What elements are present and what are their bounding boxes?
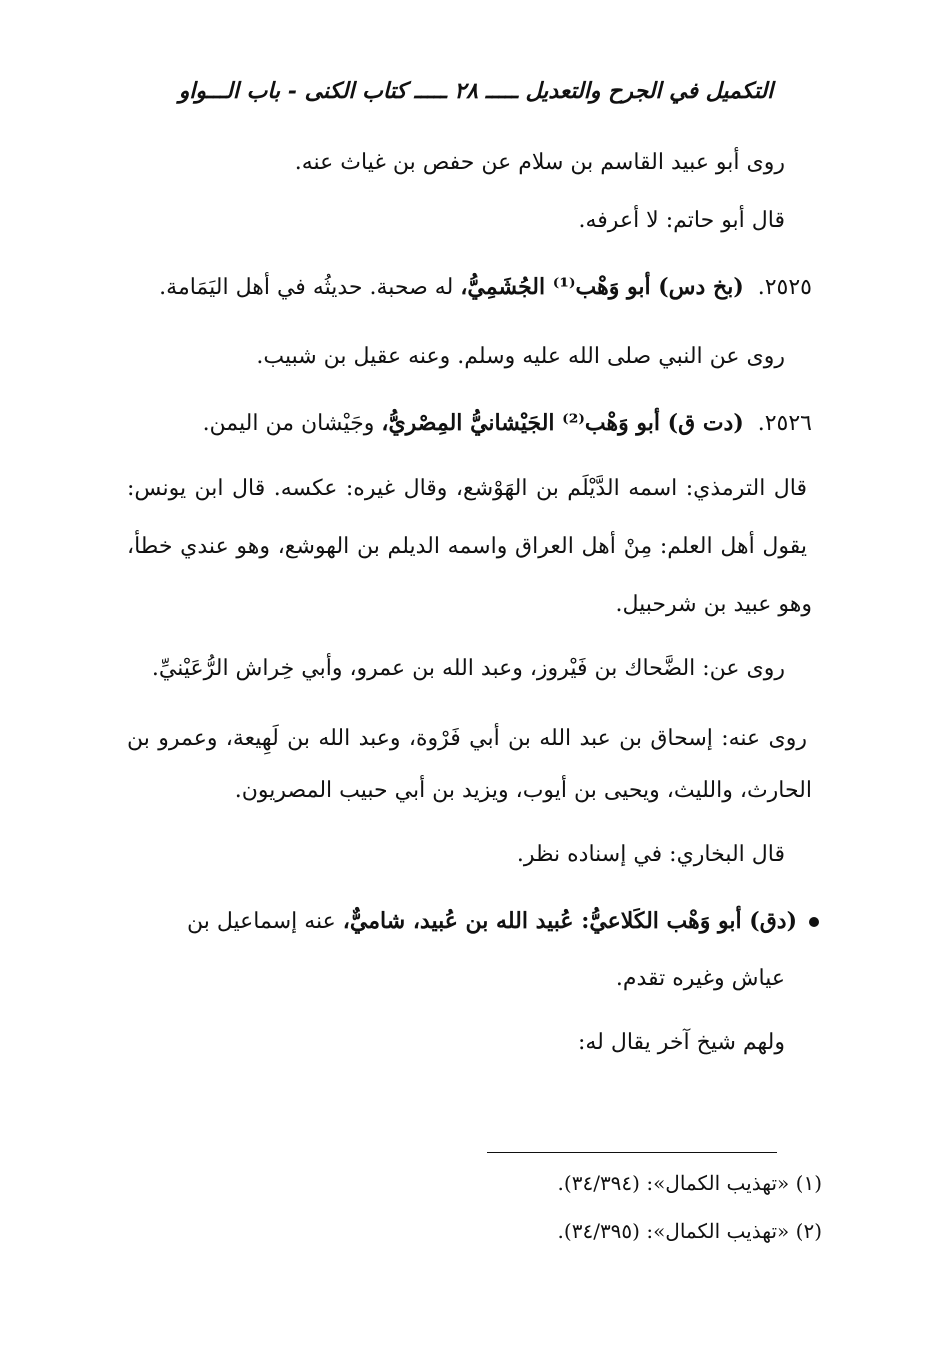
bullet-entry bbox=[122, 904, 819, 939]
entry-heading: (دت ق) أبو وَهْب⁽²⁾ الجَيْشانيُّ المِصْريُّ، bbox=[381, 410, 744, 436]
entry-2526 bbox=[122, 406, 812, 441]
entry-heading: (بخ دس) أبو وَهْب⁽¹⁾ الجُشَمِيُّ، bbox=[460, 274, 744, 300]
text-line: روى عن: الضَّحاك بن فَيْروز، وعبد الله بن عمرو، وأبي خِراش الرُّعَيْنيِّ. bbox=[151, 656, 785, 681]
running-head: التكميل في الجرح والتعديل ـــــ ٢٨ ـــــ كتاب الكنى - باب الـــواو bbox=[178, 78, 774, 104]
text-line: الحارث، والليث، ويحيى بن أيوب، ويزيد بن أبي حبيب المصريون. bbox=[234, 778, 812, 803]
text-line: يقول أهل العلم: مِنْ أهل العراق واسمه الديلم بن الهوشع، وهو عندي خطأ، bbox=[127, 534, 807, 559]
text-line: ولهم شيخ آخر يقال له: bbox=[577, 1030, 785, 1055]
footnote-1: (١) «تهذيب الكمال»: (٣٤/٣٩٤). bbox=[557, 1171, 822, 1195]
entry-2525 bbox=[122, 270, 812, 305]
entry-text: وجَيْشان من اليمن. bbox=[202, 411, 382, 436]
text-line: قال الترمذي: اسمه الدَّيْلَم بن الهَوْشع، وقال غيره: عكسه. قال ابن يونس: bbox=[127, 476, 807, 501]
text-line: روى أبو عبيد القاسم بن سلام عن حفص بن غياث عنه. bbox=[294, 150, 785, 175]
footnote-2: (٢) «تهذيب الكمال»: (٣٤/٣٩٥). bbox=[557, 1219, 822, 1243]
entry-text: عنه إسماعيل بن bbox=[186, 909, 343, 934]
entry-text: له صحبة. حديثُه في أهل اليَمَامة. bbox=[159, 275, 461, 300]
entry-heading: (دق) أبو وَهْب الكَلاعيُّ: عُبيد الله بن عُبيد، شاميٌّ، bbox=[342, 908, 797, 934]
text-line: قال البخاري: في إسناده نظر. bbox=[516, 842, 785, 867]
text-line: روى عن النبي صلى الله عليه وسلم. وعنه عقيل بن شبيب. bbox=[256, 344, 785, 369]
entry-number: ٢٥٢٥. bbox=[757, 275, 812, 300]
text-line: قال أبو حاتم: لا أعرفه. bbox=[578, 208, 785, 233]
bullet-icon bbox=[809, 917, 819, 927]
text-line: وهو عبيد بن شرحبيل. bbox=[615, 592, 812, 617]
entry-number: ٢٥٢٦. bbox=[757, 411, 812, 436]
footnote-rule bbox=[487, 1152, 777, 1153]
text-line: عياش وغيره تقدم. bbox=[615, 966, 785, 991]
text-line: روى عنه: إسحاق بن عبد الله بن أبي فَرْوة، وعبد الله بن لَهِيعة، وعمرو بن bbox=[127, 726, 807, 751]
